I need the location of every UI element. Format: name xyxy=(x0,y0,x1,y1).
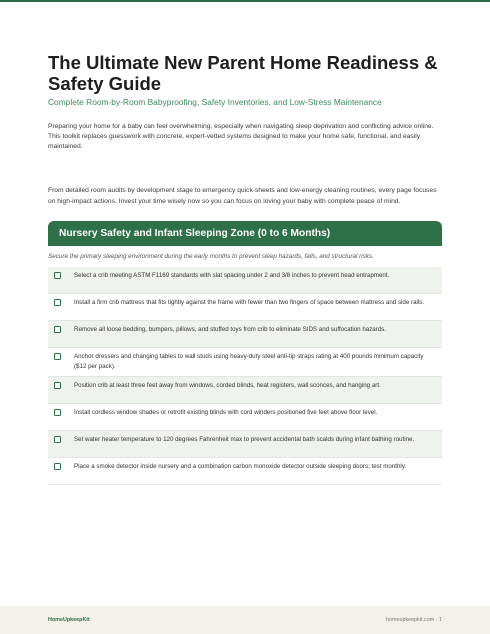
checklist-item-text: Place a smoke detector inside nursery and a combination carbon monoxide detector outside sleeping doors; test monthly. xyxy=(74,462,407,470)
footer-page-info: homeupkeepkit.com · 1 xyxy=(385,617,442,623)
checklist-item xyxy=(48,431,442,458)
checklist-item-text: Position crib at least three feet away from windows, corded blinds, heat registers, wall sconces, and hanging art. xyxy=(74,381,381,389)
checklist-item-text: Anchor dressers and changing tables to wall studs using heavy-duty steel anti-tip straps rating at 400 pounds minimum capacity ($12 per pack). xyxy=(74,353,424,370)
checklist-item-text: Select a crib meeting ASTM F1169 standards with slat spacing under 2 and 3/8 inches to prevent head entrapment. xyxy=(74,272,390,280)
page-subtitle: Complete Room-by-Room Babyproofing, Safety Inventories, and Low-Stress Maintenance xyxy=(48,97,382,107)
checkbox[interactable] xyxy=(54,436,61,443)
checklist-item xyxy=(48,321,442,348)
checkbox[interactable] xyxy=(54,382,61,389)
intro-paragraph-1: Preparing your home for a baby can feel overwhelming, especially when navigating sleep deprivation and conflicting advice online. This toolkit replaces guesswork with concrete, expert-vetted systems designed to make your home safe, functional, and easily maintained. xyxy=(48,122,434,151)
checklist-item xyxy=(48,294,442,321)
checkbox[interactable] xyxy=(54,299,61,306)
page-title: The Ultimate New Parent Home Readiness & Safety Guide xyxy=(48,52,438,94)
page-footer xyxy=(0,606,490,634)
checkbox[interactable] xyxy=(54,272,61,279)
checkbox[interactable] xyxy=(54,463,61,470)
checklist-item xyxy=(48,267,442,294)
section-description: Secure the primary sleeping environment during the early months to prevent sleep hazards, falls, and structural risks. xyxy=(48,252,374,260)
document-body xyxy=(48,52,442,485)
checklist-item xyxy=(48,404,442,431)
safety-checklist xyxy=(48,267,442,484)
checklist-item xyxy=(48,377,442,404)
checkbox[interactable] xyxy=(54,353,61,360)
checklist-item xyxy=(48,458,442,485)
section-title: Nursery Safety and Infant Sleeping Zone (0 to 6 Months) xyxy=(59,227,331,239)
checklist-item-text: Install a firm crib mattress that fits tightly against the frame with fewer than two fingers of space between mattress and side rails. xyxy=(74,299,425,307)
section-header xyxy=(48,221,442,246)
top-rule xyxy=(0,0,490,2)
checklist-item xyxy=(48,348,442,376)
checkbox[interactable] xyxy=(54,409,61,416)
checklist-item-text: Set water heater temperature to 120 degrees Fahrenheit max to prevent accidental bath scalds during infant bathing routine. xyxy=(74,435,415,443)
checklist-item-text: Remove all loose bedding, bumpers, pillows, and stuffed toys from crib to eliminate SIDS and suffocation hazards. xyxy=(74,326,387,334)
footer-brand: HomeUpkeepKit xyxy=(48,617,90,623)
intro-paragraph-2: From detailed room audits by development stage to emergency quick-sheets and low-energy cleaning routines, every page focuses on high-impact actions. Invest your time wisely now so you can focus on loving your baby with complete peace of mind. xyxy=(48,187,437,205)
checklist-item-text: Install cordless window shades or retrofit existing blinds with cord winders positioned five feet above floor level. xyxy=(74,408,378,416)
checkbox[interactable] xyxy=(54,326,61,333)
